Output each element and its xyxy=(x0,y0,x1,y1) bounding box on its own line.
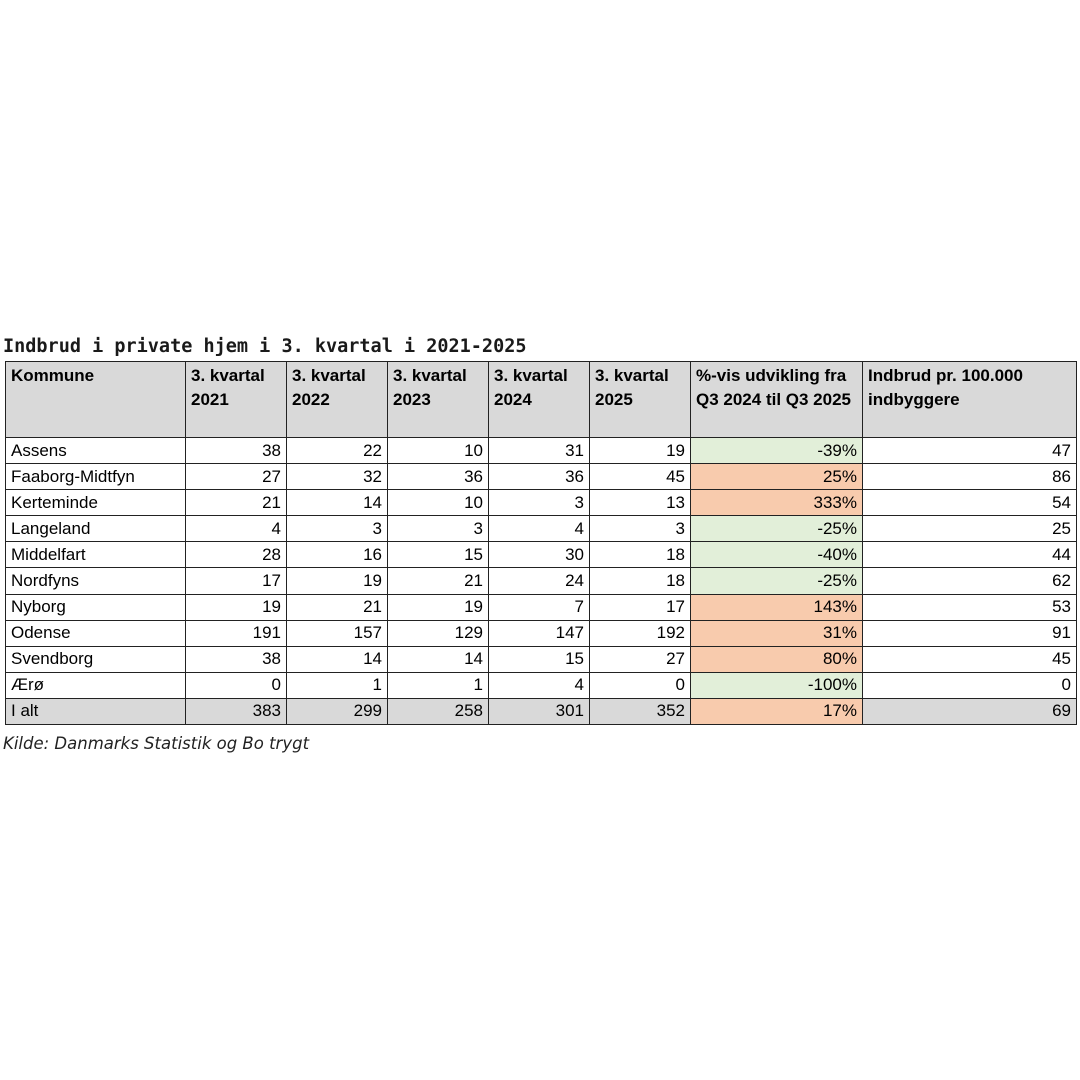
change-cell: -40% xyxy=(691,542,863,568)
q3-2023-cell: 10 xyxy=(388,438,489,464)
total-row xyxy=(6,698,1077,724)
q3-2021-cell: 19 xyxy=(186,594,287,620)
kommune-cell: I alt xyxy=(6,698,186,724)
per100k-cell: 25 xyxy=(863,516,1077,542)
kommune-cell: Ærø xyxy=(6,672,186,698)
change-cell: 31% xyxy=(691,620,863,646)
q3-2024-cell: 31 xyxy=(489,438,590,464)
header-2022: 3. kvartal 2022 xyxy=(287,362,388,438)
q3-2022-cell: 1 xyxy=(287,672,388,698)
q3-2023-cell: 129 xyxy=(388,620,489,646)
change-cell: 333% xyxy=(691,490,863,516)
q3-2025-cell: 45 xyxy=(590,464,691,490)
change-cell: -100% xyxy=(691,672,863,698)
q3-2021-cell: 0 xyxy=(186,672,287,698)
per100k-cell: 86 xyxy=(863,464,1077,490)
q3-2022-cell: 21 xyxy=(287,594,388,620)
kommune-cell: Assens xyxy=(6,438,186,464)
q3-2025-cell: 18 xyxy=(590,568,691,594)
change-cell: -25% xyxy=(691,568,863,594)
change-cell: 25% xyxy=(691,464,863,490)
change-cell: 17% xyxy=(691,698,863,724)
q3-2025-cell: 18 xyxy=(590,542,691,568)
per100k-cell: 54 xyxy=(863,490,1077,516)
q3-2023-cell: 19 xyxy=(388,594,489,620)
q3-2024-cell: 147 xyxy=(489,620,590,646)
q3-2021-cell: 383 xyxy=(186,698,287,724)
table-row xyxy=(6,490,1077,516)
q3-2022-cell: 19 xyxy=(287,568,388,594)
table-row xyxy=(6,516,1077,542)
q3-2023-cell: 1 xyxy=(388,672,489,698)
table-row xyxy=(6,542,1077,568)
q3-2024-cell: 7 xyxy=(489,594,590,620)
q3-2021-cell: 27 xyxy=(186,464,287,490)
header-2025: 3. kvartal 2025 xyxy=(590,362,691,438)
table-row xyxy=(6,464,1077,490)
per100k-cell: 47 xyxy=(863,438,1077,464)
change-cell: -39% xyxy=(691,438,863,464)
per100k-cell: 69 xyxy=(863,698,1077,724)
q3-2021-cell: 38 xyxy=(186,646,287,672)
per100k-cell: 53 xyxy=(863,594,1077,620)
q3-2022-cell: 3 xyxy=(287,516,388,542)
q3-2021-cell: 38 xyxy=(186,438,287,464)
q3-2023-cell: 3 xyxy=(388,516,489,542)
kommune-cell: Svendborg xyxy=(6,646,186,672)
per100k-cell: 44 xyxy=(863,542,1077,568)
q3-2025-cell: 17 xyxy=(590,594,691,620)
kommune-cell: Nyborg xyxy=(6,594,186,620)
kommune-cell: Middelfart xyxy=(6,542,186,568)
change-cell: -25% xyxy=(691,516,863,542)
q3-2023-cell: 258 xyxy=(388,698,489,724)
q3-2024-cell: 30 xyxy=(489,542,590,568)
kommune-cell: Kerteminde xyxy=(6,490,186,516)
source-note: Kilde: Danmarks Statistik og Bo trygt xyxy=(3,734,310,753)
per100k-cell: 62 xyxy=(863,568,1077,594)
header-2024: 3. kvartal 2024 xyxy=(489,362,590,438)
burglary-table xyxy=(5,361,1077,725)
header-2023: 3. kvartal 2023 xyxy=(388,362,489,438)
q3-2025-cell: 3 xyxy=(590,516,691,542)
q3-2024-cell: 24 xyxy=(489,568,590,594)
q3-2022-cell: 32 xyxy=(287,464,388,490)
q3-2021-cell: 4 xyxy=(186,516,287,542)
q3-2025-cell: 19 xyxy=(590,438,691,464)
q3-2025-cell: 0 xyxy=(590,672,691,698)
table-title: Indbrud i private hjem i 3. kvartal i 2021-2025 xyxy=(3,336,527,357)
table-row xyxy=(6,620,1077,646)
q3-2022-cell: 14 xyxy=(287,646,388,672)
q3-2022-cell: 14 xyxy=(287,490,388,516)
q3-2025-cell: 13 xyxy=(590,490,691,516)
q3-2022-cell: 22 xyxy=(287,438,388,464)
per100k-cell: 91 xyxy=(863,620,1077,646)
q3-2021-cell: 28 xyxy=(186,542,287,568)
change-cell: 80% xyxy=(691,646,863,672)
q3-2025-cell: 352 xyxy=(590,698,691,724)
header-per100k: Indbrud pr. 100.000 indbyggere xyxy=(863,362,1077,438)
q3-2023-cell: 10 xyxy=(388,490,489,516)
q3-2025-cell: 27 xyxy=(590,646,691,672)
table-row xyxy=(6,568,1077,594)
table-row xyxy=(6,646,1077,672)
q3-2022-cell: 157 xyxy=(287,620,388,646)
header-row xyxy=(6,362,1077,438)
kommune-cell: Langeland xyxy=(6,516,186,542)
header-2021: 3. kvartal 2021 xyxy=(186,362,287,438)
q3-2021-cell: 191 xyxy=(186,620,287,646)
q3-2024-cell: 15 xyxy=(489,646,590,672)
per100k-cell: 0 xyxy=(863,672,1077,698)
q3-2023-cell: 36 xyxy=(388,464,489,490)
q3-2024-cell: 301 xyxy=(489,698,590,724)
header-change: %-vis udvikling fra Q3 2024 til Q3 2025 xyxy=(691,362,863,438)
q3-2024-cell: 4 xyxy=(489,672,590,698)
q3-2022-cell: 16 xyxy=(287,542,388,568)
q3-2025-cell: 192 xyxy=(590,620,691,646)
q3-2024-cell: 4 xyxy=(489,516,590,542)
table-row xyxy=(6,672,1077,698)
q3-2021-cell: 17 xyxy=(186,568,287,594)
q3-2023-cell: 14 xyxy=(388,646,489,672)
q3-2022-cell: 299 xyxy=(287,698,388,724)
q3-2024-cell: 3 xyxy=(489,490,590,516)
header-kommune: Kommune xyxy=(6,362,186,438)
q3-2023-cell: 15 xyxy=(388,542,489,568)
table-row xyxy=(6,594,1077,620)
kommune-cell: Odense xyxy=(6,620,186,646)
q3-2024-cell: 36 xyxy=(489,464,590,490)
kommune-cell: Faaborg-Midtfyn xyxy=(6,464,186,490)
per100k-cell: 45 xyxy=(863,646,1077,672)
q3-2021-cell: 21 xyxy=(186,490,287,516)
table-row xyxy=(6,438,1077,464)
q3-2023-cell: 21 xyxy=(388,568,489,594)
kommune-cell: Nordfyns xyxy=(6,568,186,594)
change-cell: 143% xyxy=(691,594,863,620)
